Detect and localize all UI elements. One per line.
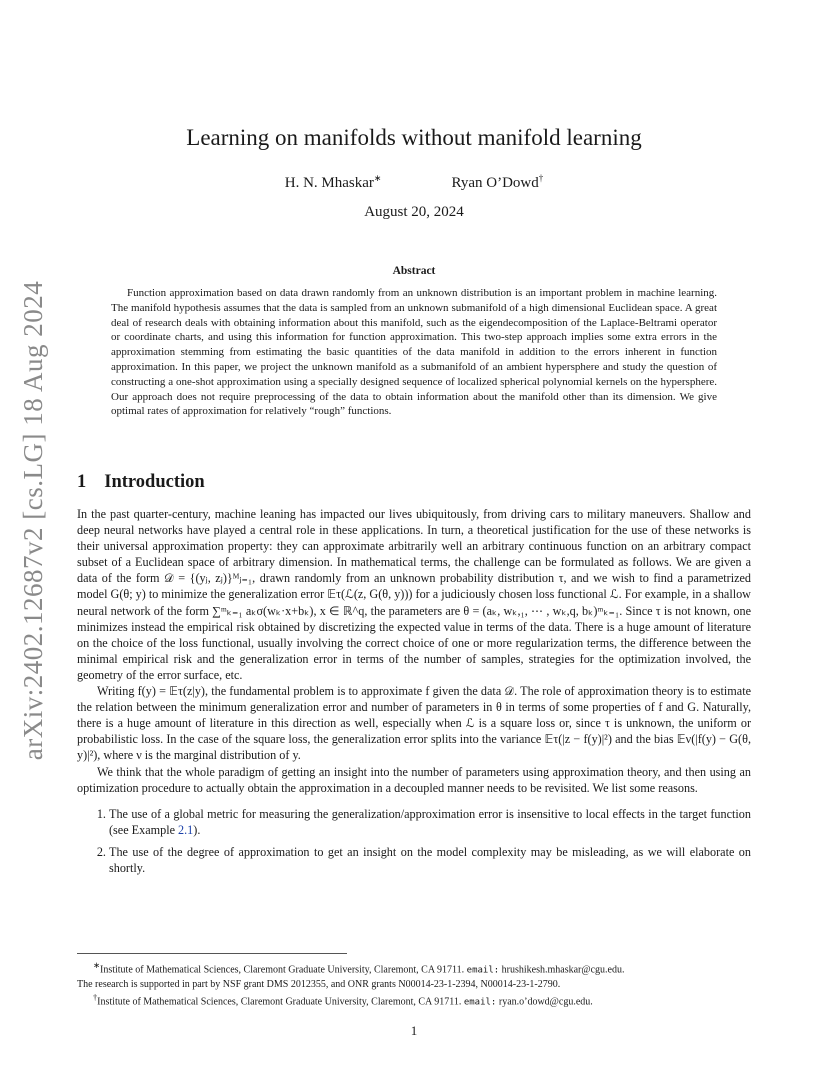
list-item-text: The use of a global metric for measuring the generalization/approximation error is insensitive to local effects in the target function (see Example bbox=[109, 806, 751, 837]
arxiv-identifier bbox=[14, 280, 54, 760]
author bbox=[451, 173, 543, 192]
footnote-mark: ∗ bbox=[93, 961, 100, 970]
section-heading bbox=[77, 472, 205, 493]
footnote-affiliation: Institute of Mathematical Sciences, Claremont Graduate University, Claremont, CA 91711. bbox=[97, 996, 464, 1008]
author-list bbox=[0, 173, 828, 192]
section-body bbox=[77, 506, 751, 882]
author-name: H. N. Mhaskar bbox=[284, 175, 374, 191]
author-footnote-mark[interactable]: ∗ bbox=[373, 173, 382, 183]
paragraph: In the past quarter-century, machine leaning has impacted our lives ubiquitously, from driving cars to military maneuvers. Shallow and deep neural networks have played a central role in these applications. In turn, a theoretical justification for the use of these networks is their universal approximation property: they can approximate arbitrarily well an arbitrary continuous function on an arbitrary compact subset of a Euclidean space of arbitrary dimension. In mathematical terms, the challenge can be formulated as follows. We are given a data of the form 𝒟 = {(yⱼ, zⱼ)}ᴹⱼ₌₁, drawn randomly from an unknown probability distribution τ, and we wish to find a parametrized model G(θ; y) to minimize the generalization error 𝔼τ(ℒ(z, G(θ, y))) for a judiciously chosen loss functional ℒ. For example, in a shallow neural network of the form ∑ᵐₖ₌₁ aₖσ(wₖ·x+bₖ), x ∈ ℝ^q, the parameters are θ = (aₖ, wₖ,₁, ⋯ , wₖ,q, bₖ)ᵐₖ₌₁. Since τ is not known, one minimizes instead the empirical risk obtained by discretizing the expected value in terms of the data. There is a huge amount of literature on the choice of the loss functional, usually involving the correct choice of one or more regularization terms, the difference between the minimal empirical risk and the generalization error in terms of the number of samples, strategies for the optimization involved, the geometry of the error surface, etc. bbox=[77, 507, 751, 682]
arxiv-identifier-text: arXiv:2402.12687v2 [cs.LG] 18 Aug 2024 bbox=[18, 280, 49, 760]
list-item bbox=[109, 844, 751, 876]
email-address: ryan.o’dowd@cgu.edu. bbox=[496, 996, 593, 1008]
section-number: 1 bbox=[77, 472, 87, 492]
author-name: Ryan O’Dowd bbox=[451, 175, 539, 191]
email-address: hrushikesh.mhaskar@cgu.edu. bbox=[499, 964, 625, 976]
footnote bbox=[77, 959, 751, 978]
footnote-mark: † bbox=[93, 993, 98, 1003]
footnote-affiliation: Institute of Mathematical Sciences, Claremont Graduate University, Claremont, CA 91711. bbox=[99, 964, 467, 976]
paper-title: Learning on manifolds without manifold learning bbox=[186, 125, 642, 150]
footnote-support: The research is supported in part by NSF grant DMS 2012355, and ONR grants N00014-23-1-2394, N00014-23-1-2790. bbox=[77, 978, 561, 990]
footnote bbox=[77, 991, 751, 1010]
abstract-heading: Abstract bbox=[392, 265, 436, 277]
author bbox=[285, 173, 382, 192]
example-reference-link[interactable]: 2.1 bbox=[178, 822, 194, 837]
footnote-rule bbox=[77, 953, 347, 954]
email-label: email: bbox=[466, 965, 500, 976]
paragraph: Writing f(y) = 𝔼τ(z|y), the fundamental problem is to approximate f given the data 𝒟. The role of approximation theory is to estimate the relation between the minimum generalization error and number of parameters in θ in terms of some properties of f and G. Naturally, there is a huge amount of literature in this direction as well, especially when ℒ is a square loss or, since τ is unknown, the uniform or probabilistic loss. In the case of the square loss, the generalization error splits into the variance 𝔼τ(|z − f(y)|²) and the bias 𝔼ν(|f(y) − G(θ, y)|²), where ν is the marginal distribution of y. bbox=[77, 684, 751, 763]
paragraph: We think that the whole paradigm of getting an insight into the number of parameters using approximation theory, and then using an optimization procedure to actually obtain the approximation in a decoupled manner needs to be revisited. We list some reasons. bbox=[77, 764, 751, 795]
author-footnote-mark[interactable]: † bbox=[538, 173, 544, 183]
paper-date: August 20, 2024 bbox=[364, 204, 464, 220]
list-item bbox=[109, 806, 751, 838]
section-title: Introduction bbox=[104, 472, 205, 492]
reasons-list bbox=[77, 806, 751, 876]
abstract-text: Function approximation based on data drawn randomly from an unknown distribution is an important problem in machine learning. The manifold hypothesis assumes that the data is sampled from an unknown submanifold of a high dimensional Euclidean space. A great deal of research deals with obtaining information about this manifold, such as the eigendecomposition of the Laplace-Beltrami operator or coordinate charts, and using this information for function approximation. This two-step approach implies some extra errors in the approximation stemming from estimating the basic quantities of the data manifold in addition to the errors inherent in function approximation. In this paper, we project the unknown manifold as a submanifold of an ambient hypersphere and study the question of constructing a one-shot approximation using a specially designed sequence of localized spherical polynomial kernels on the hypersphere. Our approach does not require preprocessing of the data to obtain information about the manifold other than its dimension. We give optimal rates of approximation for relatively “rough” functions. bbox=[111, 287, 717, 418]
footnotes bbox=[77, 959, 751, 1010]
page-number: 1 bbox=[410, 1023, 418, 1038]
list-item-text-end: ). bbox=[193, 822, 201, 837]
email-label: email: bbox=[463, 997, 497, 1008]
list-item-text: The use of the degree of approximation to get an insight on the model complexity may be misleading, as we will elaborate on shortly. bbox=[109, 844, 751, 875]
